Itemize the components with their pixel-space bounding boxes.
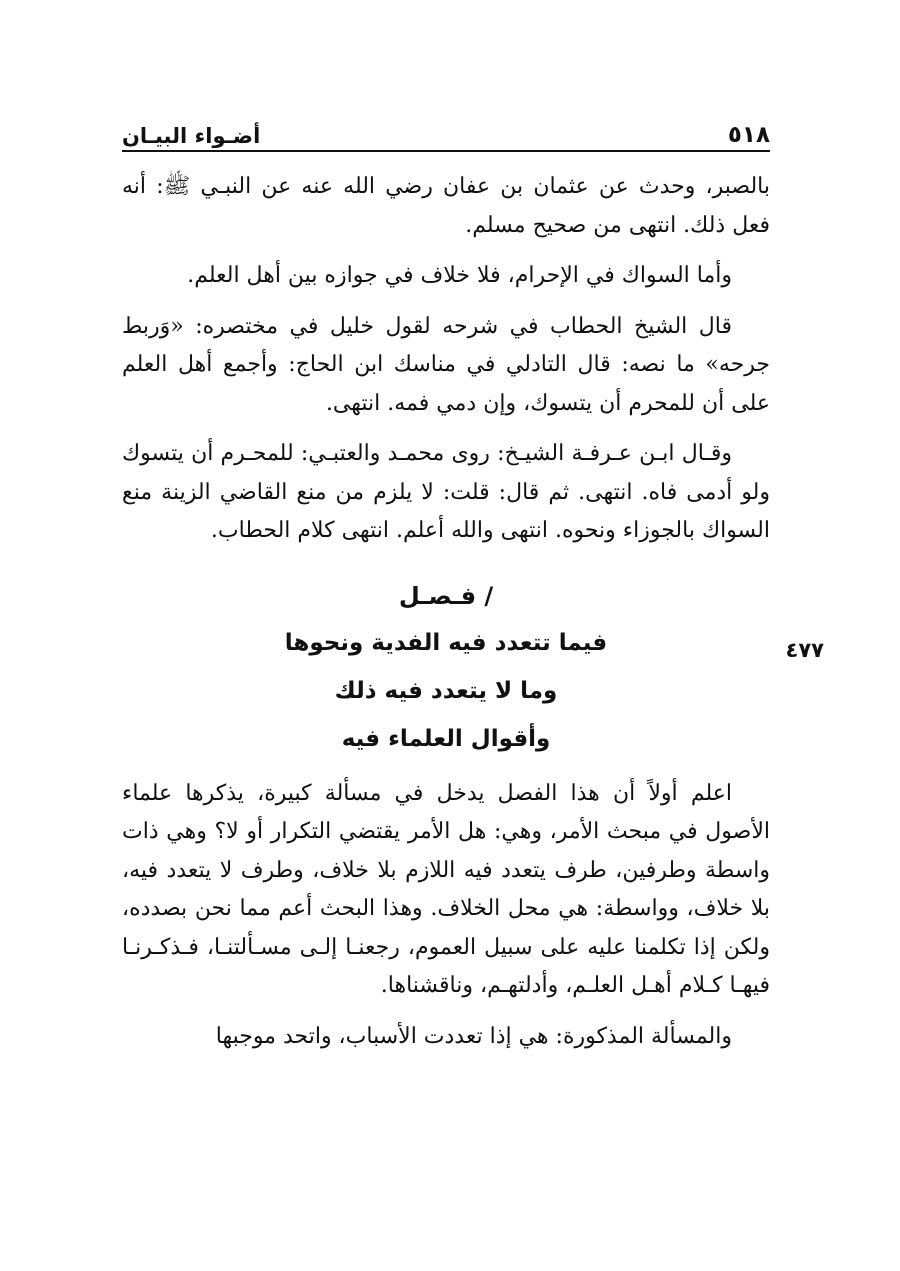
running-title: أضـواء البيـان	[122, 124, 261, 148]
section-subtitle-line: وما لا يتعدد فيه ذلك	[334, 677, 558, 704]
paragraph: وأما السواك في الإحرام، فلا خلاف في جوازه بين أهل العلم.	[187, 263, 732, 288]
paragraph: اعلم أولاً أن هذا الفصل يدخل في مسألة كبيرة، يذكرها علماء الأصول في مبحث الأمر، وهي: هل الأمر يقتضي التكرار أو لا؟ وهي ذات واسطة وطرفين، طرف يتعدد فيه اللازم بلا خلاف، وطرف لا يتعدد فيه، بلا خلاف، وواسطة: هي محل الخلاف. وهذا البحث أعم مما نحن بصدده، ولكن إذا تكلمنا عليه على سبيل العموم، رجعنـا إلـى مسـألتنـا، فـذكـرنـا فيهـا كـلام أهـل العلـم، وأدلتهـم، وناقشناها.	[122, 780, 770, 998]
margin-page-reference: ٤٧٧	[785, 638, 824, 662]
header-rule	[122, 150, 770, 152]
body-text	[122, 168, 770, 1068]
paragraph: والمسألة المذكورة: هي إذا تعددت الأسباب، واتحد موجبها	[215, 1023, 732, 1049]
paragraph: بالصبر، وحدث عن عثمان بن عفان رضي الله عنه عن النبـي ﷺ: أنه فعل ذلك. انتهى من صحيح مسلم.	[122, 174, 770, 238]
page-header	[122, 108, 770, 148]
paragraph: وقـال ابـن عـرفـة الشيـخ: روى محمـد والعتبـي: للمحـرم أن يتسوك ولو أدمى فاه. انتهى. ثم قال: قلت: لا يلزم من منع القاضي الزينة منع السواك بالجوزاء ونحوه. انتهى والله أعلم. انتهى كلام الحطاب.	[122, 441, 770, 543]
section-heading: / فـصـل	[398, 581, 494, 610]
section-title-block	[122, 573, 770, 763]
paragraph: قال الشيخ الحطاب في شرحه لقول خليل في مختصره: «وَربط جرحه» ما نصه: قال التادلي في مناسك ابن الحاج: وأجمع أهل العلم على أن للمحرم أن يتسوك، وإن دمي فمه. انتهى.	[122, 313, 770, 416]
section-subtitle-line: وأقوال العلماء فيه	[341, 725, 551, 752]
page-number: ٥١٨	[727, 122, 770, 148]
section-subtitle-line: فيما تتعدد فيه الفدية ونحوها	[284, 629, 608, 656]
